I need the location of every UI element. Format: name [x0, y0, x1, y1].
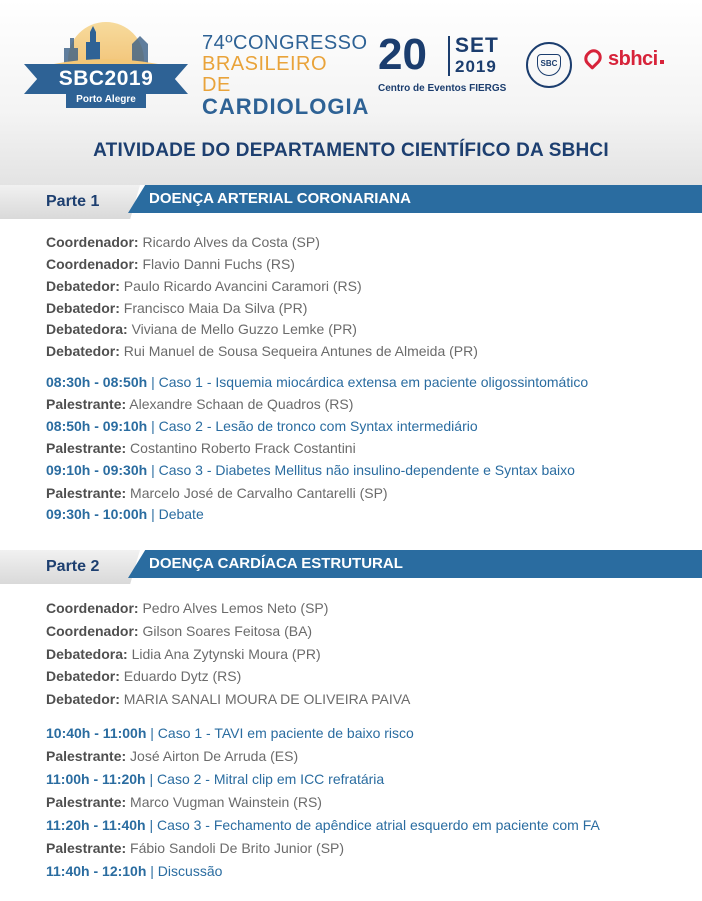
person-name: Ricardo Alves da Costa (SP)	[142, 234, 320, 250]
seal-heart-icon: SBC	[537, 54, 561, 76]
part-2-header	[0, 550, 702, 584]
logo-dot	[660, 60, 664, 64]
part-label: Parte 2	[46, 558, 100, 575]
congress-line-3: CARDIOLOGIA	[202, 94, 370, 119]
slot-time: 08:30h - 08:50h	[46, 374, 148, 390]
list-item	[46, 690, 410, 708]
role-label: Debatedor:	[46, 668, 120, 684]
role-label: Debatedora:	[46, 321, 128, 337]
page-title: ATIVIDADE DO DEPARTAMENTO CIENTÍFICO DA SBHCI	[93, 140, 609, 161]
list-item	[46, 277, 362, 295]
date-day: 20	[378, 30, 427, 79]
person-name: Alexandre Schaan de Quadros (RS)	[129, 396, 354, 412]
role-label: Palestrante:	[46, 840, 127, 856]
congress-name	[202, 32, 370, 119]
person-name: Paulo Ricardo Avancini Caramori (RS)	[123, 278, 362, 294]
role-label: Coordenador:	[46, 256, 139, 272]
logo-city: Porto Alegre	[66, 92, 146, 108]
list-item	[46, 233, 320, 251]
slot-topic: | Caso 1 - TAVI em paciente de baixo risco	[150, 725, 414, 741]
slot-topic: | Debate	[151, 506, 204, 522]
list-item	[46, 667, 241, 685]
slot-topic: | Caso 3 - Diabetes Mellitus não insulino-dependente e Syntax baixo	[151, 462, 575, 478]
list-item	[46, 839, 344, 857]
role-label: Coordenador:	[46, 234, 139, 250]
list-item	[46, 747, 298, 765]
part-label: Parte 1	[46, 193, 100, 210]
person-name: Viviana de Mello Guzzo Lemke (PR)	[131, 321, 357, 337]
slot-time: 10:40h - 11:00h	[46, 725, 147, 741]
schedule-slot	[46, 505, 204, 523]
logo-name: SBC2019	[58, 67, 154, 90]
congress-line-2: BRASILEIRO DE	[202, 53, 328, 96]
role-label: Debatedor:	[46, 691, 120, 707]
person-name: Rui Manuel de Sousa Sequeira Antunes de Almeida (PR)	[123, 343, 478, 359]
skyline-icon	[54, 24, 158, 68]
role-label: Palestrante:	[46, 748, 127, 764]
part-heading: DOENÇA CARDÍACA ESTRUTURAL	[149, 555, 403, 572]
person-name: Francisco Maia Da Silva (PR)	[123, 300, 308, 316]
list-item	[46, 599, 328, 617]
person-name: Costantino Roberto Frack Costantini	[130, 440, 356, 456]
person-name: Lidia Ana Zytynski Moura (PR)	[131, 646, 321, 662]
role-label: Coordenador:	[46, 600, 139, 616]
person-name: Gilson Soares Feitosa (BA)	[142, 623, 313, 639]
person-name: Fábio Sandoli De Brito Junior (SP)	[130, 840, 345, 856]
list-item	[46, 255, 295, 273]
list-item	[46, 484, 388, 502]
person-name: Marco Vugman Wainstein (RS)	[130, 794, 322, 810]
congress-line-1: 74ºCONGRESSO	[202, 32, 368, 54]
slot-time: 11:00h - 11:20h	[46, 771, 146, 787]
list-item	[46, 439, 356, 457]
role-label: Palestrante:	[46, 396, 127, 412]
heart-icon	[581, 46, 605, 70]
schedule-slot	[46, 724, 414, 742]
role-label: Coordenador:	[46, 623, 139, 639]
role-label: Debatedora:	[46, 646, 128, 662]
date-divider	[448, 36, 450, 76]
list-item	[46, 342, 478, 360]
date-year: 2019	[455, 57, 497, 76]
slot-topic: | Caso 3 - Fechamento de apêndice atrial esquerdo em paciente com FA	[149, 817, 600, 833]
slot-time: 11:40h - 12:10h	[46, 863, 147, 879]
slot-time: 09:30h - 10:00h	[46, 506, 148, 522]
sbhci-logo	[584, 46, 670, 86]
role-label: Debatedor:	[46, 278, 120, 294]
list-item	[46, 299, 307, 317]
person-name: Flavio Danni Fuchs (RS)	[142, 256, 295, 272]
sbc2019-logo	[24, 18, 188, 104]
slot-time: 09:10h - 09:30h	[46, 462, 148, 478]
schedule-slot	[46, 770, 384, 788]
schedule-slot	[46, 417, 478, 435]
part-heading: DOENÇA ARTERIAL CORONARIANA	[149, 190, 411, 207]
person-name: Eduardo Dytz (RS)	[123, 668, 242, 684]
event-venue: Centro de Eventos FIERGS	[378, 83, 507, 94]
schedule-slot	[46, 461, 575, 479]
list-item	[46, 395, 353, 413]
role-label: Debatedor:	[46, 300, 120, 316]
slot-topic: | Caso 1 - Isquemia miocárdica extensa em paciente oligossintomático	[151, 374, 589, 390]
list-item	[46, 622, 312, 640]
role-label: Palestrante:	[46, 440, 127, 456]
role-label: Palestrante:	[46, 485, 127, 501]
slot-time: 08:50h - 09:10h	[46, 418, 148, 434]
list-item	[46, 793, 322, 811]
person-name: Pedro Alves Lemos Neto (SP)	[142, 600, 329, 616]
role-label: Palestrante:	[46, 794, 127, 810]
schedule-slot	[46, 862, 222, 880]
sbhci-wordmark: sbhci	[608, 48, 658, 70]
list-item	[46, 320, 357, 338]
role-label: Debatedor:	[46, 343, 120, 359]
slot-topic: | Caso 2 - Mitral clip em ICC refratária	[149, 771, 385, 787]
person-name: Marcelo José de Carvalho Cantarelli (SP)	[130, 485, 388, 501]
person-name: José Airton De Arruda (ES)	[130, 748, 299, 764]
slot-topic: | Caso 2 - Lesão de tronco com Syntax intermediário	[151, 418, 478, 434]
sbc-seal-logo	[526, 42, 572, 88]
schedule-slot	[46, 373, 588, 391]
slot-topic: | Discussão	[150, 863, 223, 879]
list-item	[46, 645, 321, 663]
event-header	[0, 0, 702, 185]
date-month: SET	[455, 34, 499, 57]
slot-time: 11:20h - 11:40h	[46, 817, 146, 833]
person-name: MARIA SANALI MOURA DE OLIVEIRA PAIVA	[123, 691, 411, 707]
part-1-header	[0, 185, 702, 219]
schedule-slot	[46, 816, 600, 834]
